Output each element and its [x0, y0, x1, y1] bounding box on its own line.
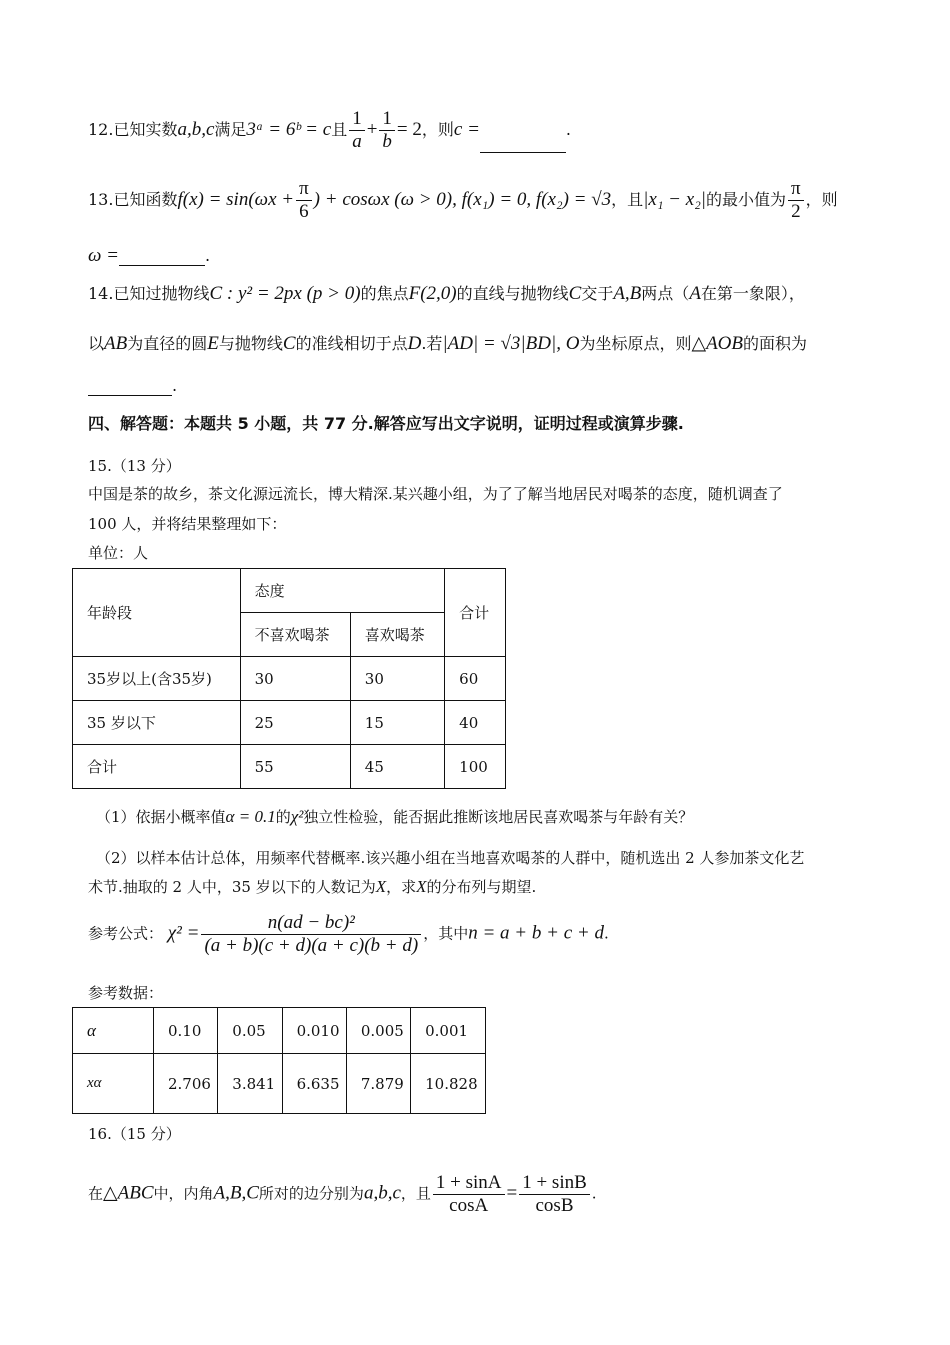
ref-x-value: 6.635	[282, 1054, 346, 1114]
row-like: 30	[350, 657, 444, 701]
ref-x-value: 3.841	[218, 1054, 282, 1114]
q14-c2: C	[282, 333, 296, 354]
q12-answer-blank[interactable]	[480, 152, 566, 153]
q16-text-c: 所对的边分别为	[258, 1184, 364, 1203]
question-14-line2	[88, 334, 807, 354]
q14-l2-d: 的准线相切于点	[295, 334, 408, 353]
row-total: 40	[445, 701, 506, 745]
q15-unit: 单位：人	[88, 544, 149, 562]
q15-para1: 中国是茶的故乡，茶文化源远流长，博大精深.某兴趣小组，为了了解当地居民对喝茶的态度，随机调查了	[88, 485, 783, 503]
ref-alpha-value: 0.05	[218, 1008, 282, 1054]
q16-sides: a,b,c	[363, 1182, 401, 1204]
q16-text-b: 中，内角	[153, 1184, 214, 1203]
q14-l2-c: 与抛物线	[218, 334, 283, 353]
q12-vars: a,b,c	[177, 119, 215, 140]
formula-lhs: χ² =	[167, 922, 200, 944]
row-age: 35 岁以下	[73, 701, 241, 745]
row-like: 45	[350, 745, 444, 789]
q13-abs: |x₁ − x₂|	[643, 189, 707, 210]
q12-fraction-1	[349, 108, 365, 153]
question-12: 12.已知实数a,b,c满足3ᵃ = 6ᵇ = c且 $\frac{1}{a}$ + $\frac{1}{b}$ = 2，则c = .	[88, 108, 572, 152]
q12-end: .	[565, 120, 572, 139]
q16-fraction-2	[519, 1172, 590, 1217]
ref-x-label: xα	[73, 1054, 154, 1114]
section-heading: 四、解答题：本题共 5 小题，共 77 分.解答应写出文字说明，证明过程或演算步骤.	[88, 414, 684, 433]
q13-pi-num: π	[296, 178, 312, 201]
q16-angles: A,B,C	[213, 1182, 259, 1204]
q14-ab2: AB	[104, 333, 128, 354]
row-dislike: 25	[240, 701, 350, 745]
q16-f2-num: 1 + sinB	[519, 1172, 590, 1195]
q12-frac1-den: a	[352, 131, 362, 152]
q13-min-den: 2	[791, 201, 801, 222]
col-age-header: 年龄段	[73, 569, 241, 657]
formula-label: 参考公式：	[88, 924, 164, 943]
q14-text-b: 的焦点	[360, 284, 409, 303]
ref-x-value: 7.879	[346, 1054, 410, 1114]
q12-text4: ，则	[421, 120, 454, 139]
q14-l2-e: .若	[421, 334, 443, 353]
q14-focus: F(2,0)	[408, 283, 457, 304]
row-total: 100	[445, 745, 506, 789]
q14-answer-blank[interactable]	[88, 395, 172, 396]
q14-l2-b: 为直径的圆	[127, 334, 208, 353]
ref-alpha-label: α	[73, 1008, 154, 1054]
q16-f2-den: cosB	[535, 1195, 574, 1216]
q12-fraction-2	[379, 108, 395, 153]
q14-text-d: 交于	[581, 284, 614, 303]
q14-c: C	[568, 283, 582, 304]
q12-text2: 满足	[214, 120, 247, 139]
q12-text: 已知实数	[113, 120, 178, 139]
formula-num: n(ad − bc)²	[201, 912, 421, 935]
row-dislike: 55	[240, 745, 350, 789]
q14-condition: |AD| = √3|BD|, O	[442, 333, 580, 354]
q16-text-d: ，且	[400, 1184, 431, 1203]
q15-x: X	[375, 877, 387, 896]
q15-part1-c: 独立性检验，能否据此推断该地居民喜欢喝茶与年龄有关？	[303, 808, 694, 826]
q12-target: c =	[453, 119, 480, 140]
q16-header: 16.（15 分）	[88, 1125, 181, 1143]
q12-frac2-den: b	[382, 131, 392, 152]
q14-text-c: 的直线与抛物线	[456, 284, 569, 303]
q14-number: 14.	[88, 284, 114, 303]
q14-end: .	[172, 376, 178, 395]
q15-header: 15.（13 分）	[88, 457, 181, 475]
q14-triangle: △AOB	[691, 333, 743, 354]
q15-part2-line2	[88, 877, 536, 897]
row-like: 15	[350, 701, 444, 745]
row-age: 35岁以上(含35岁)	[73, 657, 241, 701]
ref-alpha-value: 0.001	[411, 1008, 486, 1054]
ref-alpha-value: 0.10	[154, 1008, 218, 1054]
col-total-header: 合计	[445, 569, 506, 657]
q13-pi-fraction	[296, 178, 312, 223]
q15-part2-line1: （2）以样本估计总体，用频率代替概率.该兴趣小组在当地喜欢喝茶的人群中，随机选出 2 人参加茶文化艺	[96, 849, 805, 867]
reference-table	[72, 1007, 486, 1114]
q13-text4: ，则	[805, 190, 838, 209]
q12-eq2: = 2	[396, 119, 422, 140]
q14-a: A	[689, 283, 701, 304]
q15-part1-b: 的	[275, 808, 291, 826]
q14-text-e: 两点（	[641, 284, 690, 303]
question-13	[88, 178, 838, 223]
q15-part1-a: （1）依据小概率值	[96, 808, 226, 826]
q16-fraction-1	[433, 1172, 505, 1217]
q13-pi-den: 6	[299, 201, 309, 222]
q16-eq: =	[506, 1182, 518, 1204]
q13-text2: ，且	[611, 190, 644, 209]
ref-x-value: 2.706	[154, 1054, 218, 1114]
sub-like-header: 喜欢喝茶	[350, 613, 444, 657]
q12-equation: 3ᵃ = 6ᵇ = c	[246, 119, 332, 140]
q12-number: 12.	[88, 120, 114, 139]
table-row	[73, 745, 506, 789]
q13-end: .	[205, 246, 211, 265]
q15-part2-b: ，求	[386, 878, 417, 896]
q15-part2-a: 术节.抽取的 2 人中，35 岁以下的人数记为	[88, 878, 376, 896]
q14-text-a: 已知过抛物线	[113, 284, 210, 303]
q12-text3: 且	[331, 120, 348, 139]
q14-l2-f: 为坐标原点，则	[579, 334, 692, 353]
q16-triangle: △ABC	[103, 1182, 154, 1204]
question-14-line3	[88, 376, 177, 396]
q13-min-fraction	[788, 178, 804, 223]
sub-dislike-header: 不喜欢喝茶	[240, 613, 350, 657]
row-age: 合计	[73, 745, 241, 789]
q15-para2: 100 人，并将结果整理如下：	[88, 515, 287, 533]
q14-d: D	[407, 333, 422, 354]
q14-l2-g: 的面积为	[743, 334, 808, 353]
q15-alpha: α = 0.1	[225, 807, 276, 826]
q15-part2-c: 的分布列与期望.	[426, 878, 537, 896]
survey-table	[72, 568, 506, 789]
q16-f1-num: 1 + sinA	[433, 1172, 505, 1195]
q14-l2-a: 以	[88, 334, 105, 353]
formula-fraction	[201, 912, 421, 957]
question-14	[88, 284, 805, 304]
q14-ab: A,B	[613, 283, 642, 304]
q15-formula	[88, 912, 609, 957]
q15-data-label: 参考数据：	[88, 984, 164, 1002]
q13-func2: ) + cosωx (ω > 0), f(x₁) = 0, f(x₂) = √3	[313, 189, 612, 210]
row-total: 60	[445, 657, 506, 701]
ref-x-value: 10.828	[411, 1054, 486, 1114]
q14-parabola: C : y² = 2px (p > 0)	[209, 283, 361, 304]
question-16	[88, 1172, 597, 1217]
ref-alpha-value: 0.010	[282, 1008, 346, 1054]
ref-alpha-value: 0.005	[346, 1008, 410, 1054]
q13-answer-blank[interactable]	[119, 265, 205, 266]
table-row	[73, 657, 506, 701]
q13-func: f(x) = sin(ωx +	[177, 189, 295, 210]
q15-chi: χ²	[290, 807, 304, 826]
formula-mid: ，其中	[423, 924, 469, 943]
q15-part1	[96, 807, 693, 827]
q12-frac2-num: 1	[379, 108, 395, 131]
q13-text: 已知函数	[113, 190, 178, 209]
q14-e: E	[207, 333, 219, 354]
table-row	[73, 701, 506, 745]
q13-text3: 的最小值为	[706, 190, 787, 209]
q16-text-a: 在	[88, 1184, 104, 1203]
q15-x2: X	[416, 877, 427, 896]
formula-den: (a + b)(c + d)(a + c)(b + d)	[204, 935, 419, 956]
question-13-line2	[88, 246, 210, 266]
row-dislike: 30	[240, 657, 350, 701]
formula-end: .	[603, 924, 609, 943]
col-attitude-header: 态度	[240, 569, 445, 613]
q13-number: 13.	[88, 190, 114, 209]
q14-text-f: 在第一象限），	[700, 284, 805, 303]
q13-min-num: π	[788, 178, 804, 201]
q13-omega: ω =	[88, 245, 119, 266]
q12-frac1-num: 1	[349, 108, 365, 131]
q16-f1-den: cosA	[449, 1195, 489, 1216]
formula-n: n = a + b + c + d	[468, 922, 604, 944]
q16-end: .	[591, 1184, 597, 1203]
